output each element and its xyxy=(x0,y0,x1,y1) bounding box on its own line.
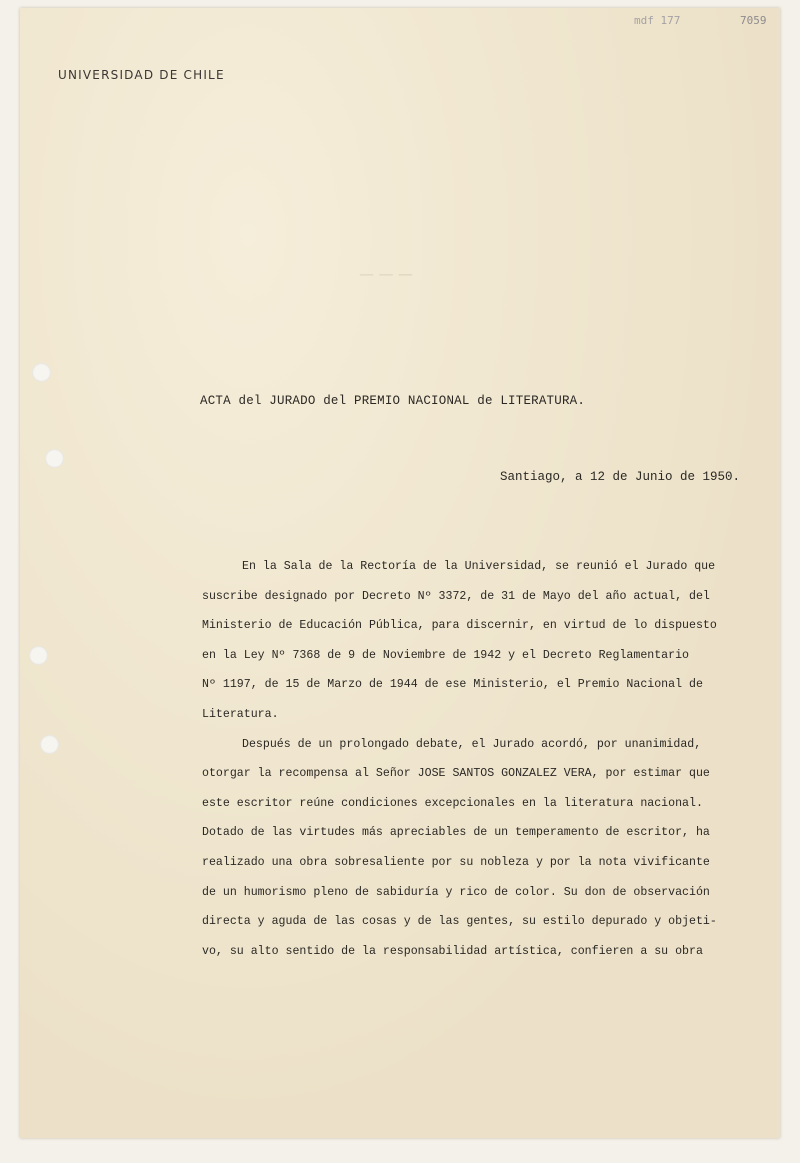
body-line: Nº 1197, de 15 de Marzo de 1944 de ese Ministerio, el Premio Nacional de xyxy=(202,678,703,692)
body-line: este escritor reúne condiciones excepcionales en la literatura nacional. xyxy=(202,796,703,810)
punch-hole xyxy=(40,735,59,754)
punch-hole xyxy=(32,363,51,382)
archive-code-stamp: mdf 177 xyxy=(634,14,681,27)
punch-hole xyxy=(29,646,48,665)
body-line: En la Sala de la Rectoría de la Universidad, se reunió el Jurado que xyxy=(242,560,716,573)
body-line: de un humorismo pleno de sabiduría y rico de color. Su don de observación xyxy=(202,885,710,899)
document-body xyxy=(202,552,752,966)
body-line: vo, su alto sentido de la responsabilidad artística, confieren a su obra xyxy=(202,944,703,958)
body-line: directa y aguda de las cosas y de las gentes, su estilo depurado y objeti- xyxy=(202,915,717,929)
body-line: Literatura. xyxy=(202,707,279,721)
archive-number-stamp: 7059 xyxy=(740,14,767,27)
date-line: Santiago, a 12 de Junio de 1950. xyxy=(500,470,741,484)
body-line: Después de un prolongado debate, el Jurado acordó, por unanimidad, xyxy=(242,737,702,751)
punch-hole xyxy=(45,449,64,468)
body-line: realizado una obra sobresaliente por su nobleza y por la nota vivificante xyxy=(202,855,710,869)
body-line: suscribe designado por Decreto Nº 3372, de 31 de Mayo del año actual, del xyxy=(202,589,710,603)
document-title: ACTA del JURADO del PREMIO NACIONAL de LITERATURA. xyxy=(200,394,586,408)
body-line: en la Ley Nº 7368 de 9 de Noviembre de 1942 y el Decreto Reglamentario xyxy=(202,648,690,662)
letterhead: UNIVERSIDAD DE CHILE xyxy=(58,68,225,82)
show-through-marks: – – – xyxy=(360,258,412,287)
body-line: Dotado de las virtudes más apreciables de un temperamento de escritor, ha xyxy=(202,826,710,840)
body-line: Ministerio de Educación Pública, para discernir, en virtud de lo dispuesto xyxy=(202,619,717,633)
body-line: otorgar la recompensa al Señor JOSE SANTOS GONZALEZ VERA, por estimar que xyxy=(202,767,710,781)
